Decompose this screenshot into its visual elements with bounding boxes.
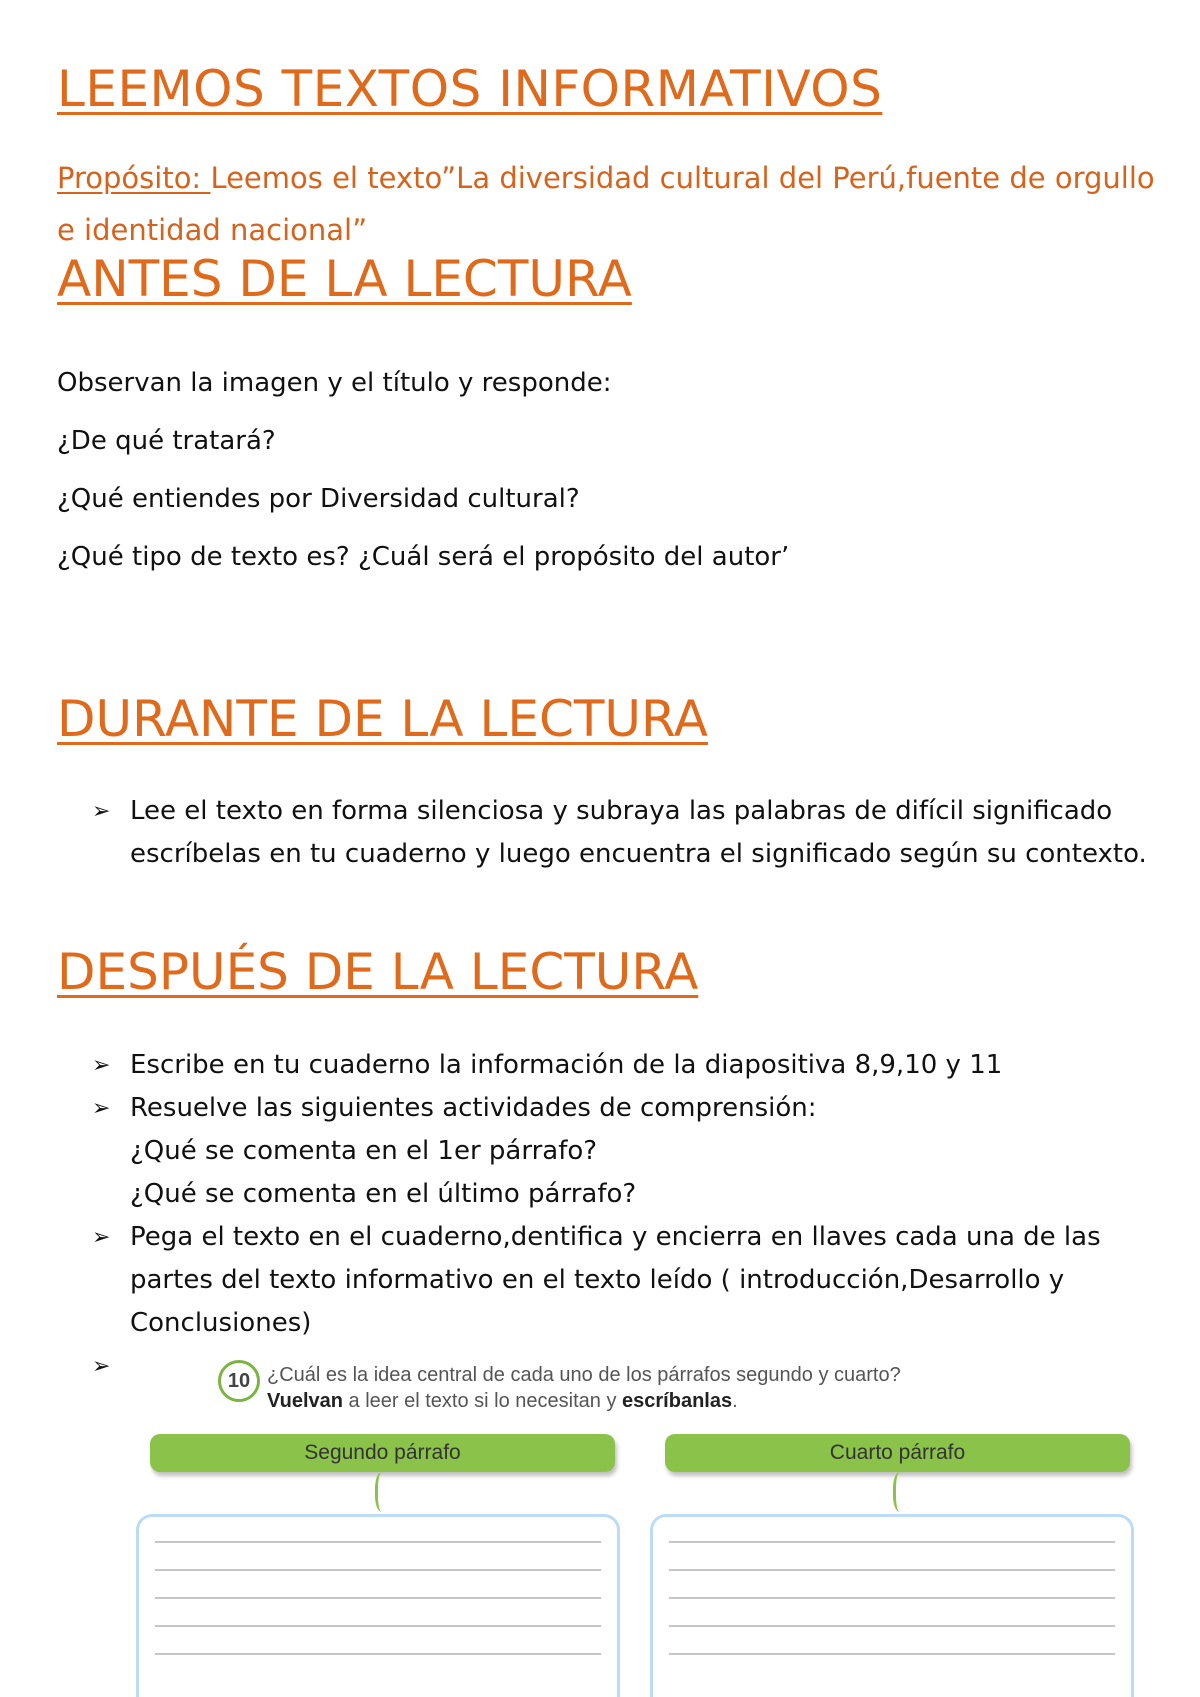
section-heading-despues: DESPUÉS DE LA LECTURA: [57, 943, 699, 1001]
despues-bullet-text: Escribe en tu cuaderno la información de la diapositiva 8,9,10 y 11: [130, 1050, 1003, 1080]
arrow-bullet-icon: ➢: [92, 1354, 111, 1379]
antes-line: ¿Qué tipo de texto es? ¿Cuál será el propósito del autor’: [57, 542, 790, 572]
list-item: [92, 790, 1152, 876]
page-title: LEEMOS TEXTOS INFORMATIVOS: [57, 60, 883, 118]
antes-line: ¿Qué entiendes por Diversidad cultural?: [57, 484, 580, 514]
activity-number-badge: 10: [218, 1360, 260, 1402]
durante-bullet-text: Lee el texto en forma silenciosa y subraya las palabras de difícil significado escríbelas en tu cuaderno y luego encuentra el significado según su contexto.: [130, 796, 1147, 869]
section-heading-durante: DURANTE DE LA LECTURA: [57, 690, 708, 748]
writing-line: [669, 1597, 1115, 1599]
arrow-bullet-icon: ➢: [92, 1096, 111, 1121]
list-item: [92, 1216, 1152, 1345]
tab-cuarto-parrafo: Cuarto párrafo: [665, 1434, 1130, 1472]
purpose-text: Leemos el texto”La diversidad cultural del Perú,fuente de orgullo e identidad nacional”: [57, 161, 1155, 247]
writing-line: [669, 1653, 1115, 1655]
antes-line: Observan la imagen y el título y responde:: [57, 368, 612, 398]
answer-box-segundo[interactable]: [136, 1514, 620, 1697]
writing-line: [669, 1625, 1115, 1627]
despues-sub-question: ¿Qué se comenta en el último párrafo?: [130, 1179, 637, 1209]
durante-list: [92, 790, 1152, 876]
activity-image: [130, 1360, 1140, 1690]
list-item: [92, 1087, 1152, 1216]
despues-sub-question: ¿Qué se comenta en el 1er párrafo?: [130, 1136, 598, 1166]
tab-segundo-parrafo: Segundo párrafo: [150, 1434, 615, 1472]
arrow-bullet-icon: ➢: [92, 1053, 111, 1078]
writing-line: [669, 1541, 1115, 1543]
antes-line: ¿De qué tratará?: [57, 426, 276, 456]
activity-question: ¿Cuál es la idea central de cada uno de los párrafos segundo y cuarto?: [267, 1364, 901, 1386]
activity-instruction: [267, 1390, 738, 1413]
purpose-label: Propósito:: [57, 161, 211, 195]
despues-bullet-text: Pega el texto en el cuaderno,dentifica y encierra en llaves cada una de las partes del texto informativo en el texto leído ( introducción,Desarrollo y Conclusiones): [130, 1222, 1101, 1338]
instruction-text: .: [732, 1390, 738, 1412]
instruction-bold: escríbanlas: [622, 1390, 733, 1412]
list-item: [92, 1044, 1152, 1087]
arrow-bullet-icon: ➢: [92, 1225, 111, 1250]
instruction-bold: Vuelvan: [267, 1390, 343, 1412]
writing-line: [155, 1653, 601, 1655]
despues-bullet-text: Resuelve las siguientes actividades de comprensión:: [130, 1093, 817, 1123]
writing-line: [155, 1597, 601, 1599]
writing-line: [155, 1569, 601, 1571]
writing-line: [155, 1541, 601, 1543]
writing-line: [155, 1625, 601, 1627]
purpose-paragraph: [57, 152, 1157, 256]
writing-line: [669, 1569, 1115, 1571]
connector-brace-icon: [375, 1472, 392, 1512]
instruction-text: a leer el texto si lo necesitan y: [342, 1390, 623, 1412]
answer-box-cuarto[interactable]: [650, 1514, 1134, 1697]
arrow-bullet-icon: ➢: [92, 799, 111, 824]
section-heading-antes: ANTES DE LA LECTURA: [57, 250, 632, 308]
connector-brace-icon: [893, 1472, 910, 1512]
